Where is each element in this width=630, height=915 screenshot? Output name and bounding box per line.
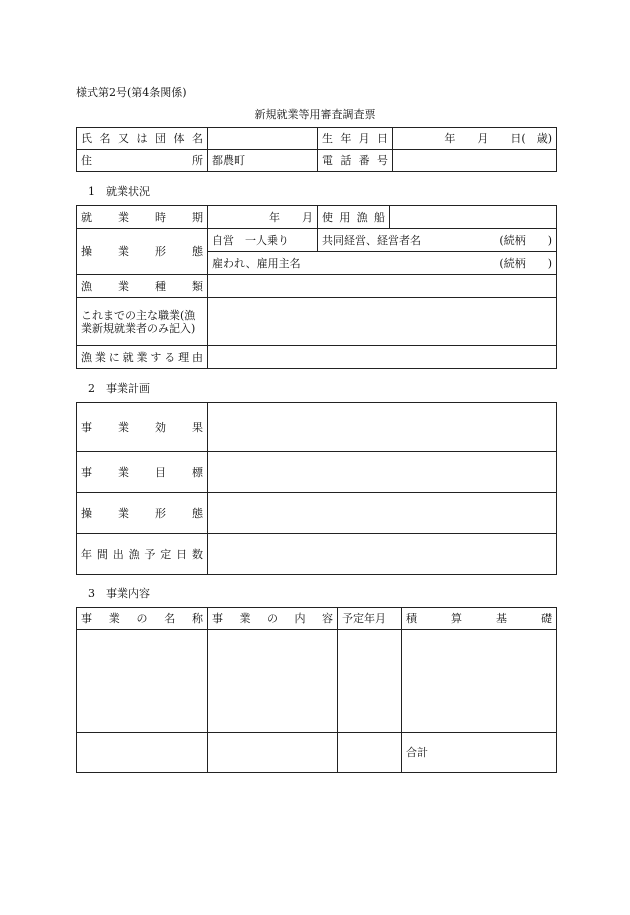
month-total-cell[interactable] [338, 733, 402, 773]
col-month-header: 予定年月 [338, 608, 402, 630]
effect-label: 事業効果 [77, 403, 208, 452]
employed-relation: (続柄 ) [499, 256, 552, 270]
employment-table [76, 205, 557, 369]
effect-field[interactable] [208, 403, 557, 452]
style-label: 操業形態 [77, 229, 208, 275]
days-label: 年間出漁予定日数 [77, 534, 208, 575]
plan-style-label: 操業形態 [77, 493, 208, 534]
name-field[interactable] [208, 128, 318, 150]
applicant-table [76, 127, 557, 172]
name-label: 氏名又は団体名 [77, 128, 208, 150]
goal-field[interactable] [208, 452, 557, 493]
period-field[interactable]: 年 月 [208, 206, 318, 229]
joint-label: 共同経営、経営者名 [322, 233, 421, 247]
plan-style-field[interactable] [208, 493, 557, 534]
employed-label: 雇われ、雇用主名 [212, 256, 301, 270]
form-title: 新規就業等用審査調査票 [254, 108, 376, 121]
period-label: 就業時期 [77, 206, 208, 229]
vessel-label: 使用漁船 [318, 206, 390, 229]
content-table [76, 607, 557, 773]
reason-field[interactable] [208, 346, 557, 369]
plan-table [76, 402, 557, 575]
joint-option[interactable] [318, 229, 557, 252]
address-field[interactable]: 都農町 [208, 150, 318, 172]
col-basis-header: 積算基礎 [402, 608, 557, 630]
kind-field[interactable] [208, 275, 557, 298]
self-option[interactable]: 自営 一人乗り [208, 229, 318, 252]
phone-label: 電話番号 [318, 150, 393, 172]
section3-heading: 3 事業内容 [88, 587, 150, 600]
name-cell[interactable] [77, 630, 208, 733]
vessel-field[interactable] [390, 206, 557, 229]
birth-field[interactable]: 年 月 日( 歳) [393, 128, 557, 150]
section2-heading: 2 事業計画 [88, 382, 150, 395]
birth-label: 生年月日 [318, 128, 393, 150]
prev-job-field[interactable] [208, 298, 557, 346]
phone-field[interactable] [393, 150, 557, 172]
kind-label: 漁業種類 [77, 275, 208, 298]
month-cell[interactable] [338, 630, 402, 733]
address-label: 住所 [77, 150, 208, 172]
total-label: 合計 [406, 746, 428, 759]
col-content-header: 事業の内容 [208, 608, 338, 630]
name-total-cell[interactable] [77, 733, 208, 773]
employed-option[interactable] [208, 252, 557, 275]
goal-label: 事業目標 [77, 452, 208, 493]
content-total-cell[interactable] [208, 733, 338, 773]
content-cell[interactable] [208, 630, 338, 733]
reason-label: 漁業に就業する理由 [77, 346, 208, 369]
form-number: 様式第2号(第4条関係) [76, 86, 187, 99]
total-cell[interactable] [402, 733, 557, 773]
prev-job-label: これまでの主な職業(漁業新規就業者のみ記入) [77, 298, 208, 346]
days-field[interactable] [208, 534, 557, 575]
col-name-header: 事業の名称 [77, 608, 208, 630]
joint-relation: (続柄 ) [499, 233, 552, 247]
section1-heading: 1 就業状況 [88, 185, 150, 198]
basis-cell[interactable] [402, 630, 557, 733]
